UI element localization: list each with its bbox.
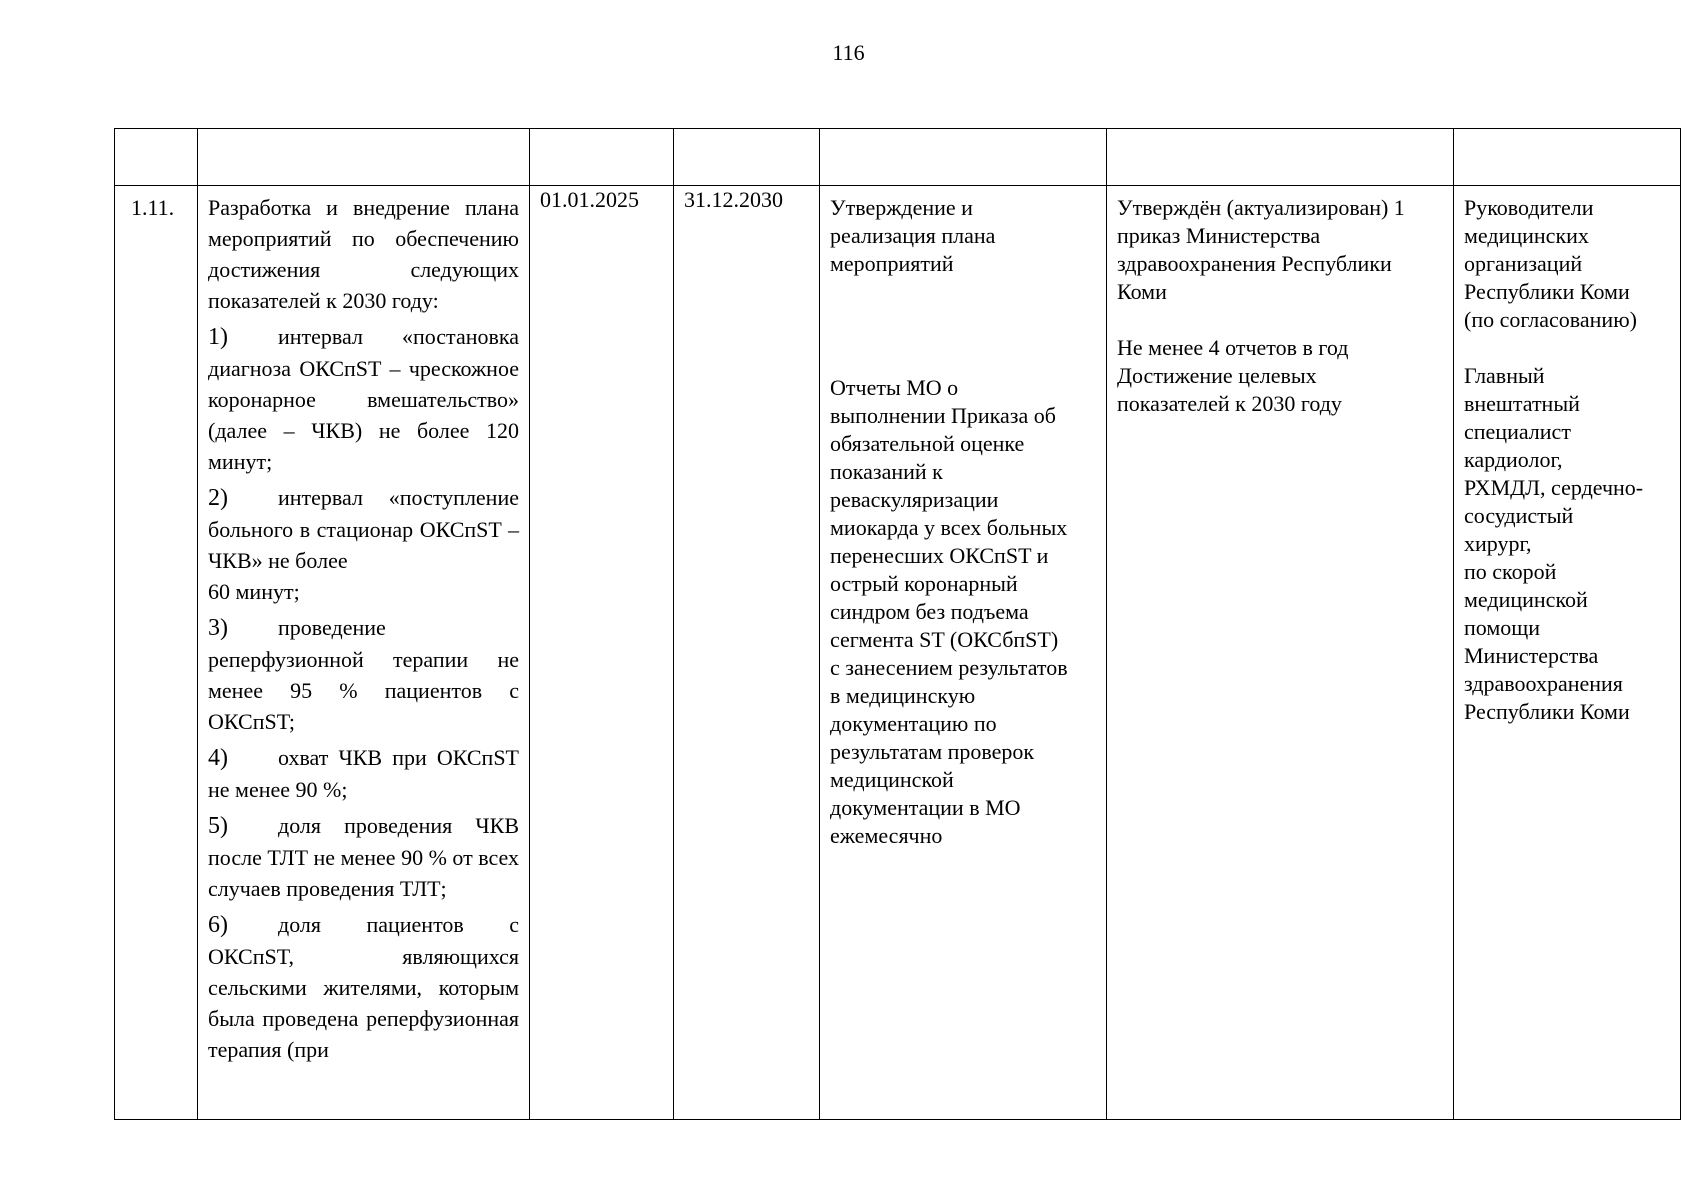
spacer [830, 278, 1096, 374]
spacer [1464, 334, 1670, 362]
item-text: проведение реперфузионной терапии не менее 95 % пациентов с ОКСпST; [208, 615, 519, 734]
measure-item [208, 321, 519, 477]
row-number: 1.11. [131, 195, 175, 220]
measure-item [208, 810, 519, 904]
item-text: доля пациентов с ОКСпST, являющихся сельскими жителями, которым была проведена реперфузионная терапия (при [208, 912, 519, 1062]
measure-item [208, 742, 519, 805]
result-part-1: Утверждение и реализация плана мероприятий [830, 195, 996, 276]
responsible-part-1: Руководители медицинских организаций Республики Коми (по согласованию) [1464, 195, 1637, 332]
blank-cell [674, 129, 820, 186]
start-date-cell [530, 186, 674, 1120]
item-number: 5) [208, 813, 228, 839]
blank-cell [1107, 129, 1454, 186]
row-number-cell [115, 186, 198, 1120]
item-number: 2) [208, 485, 228, 511]
header-continuation-row [115, 129, 1681, 186]
item-number: 4) [208, 745, 228, 771]
end-date: 31.12.2030 [684, 187, 783, 212]
blank-cell [820, 129, 1107, 186]
indicator-cell [1107, 186, 1454, 1120]
item-text: интервал «поступление больного в стационар ОКСпST – ЧКВ» не более [208, 485, 519, 573]
responsible-text [1454, 186, 1680, 726]
spacer [1117, 306, 1443, 334]
page-number: 116 [832, 40, 865, 65]
measure-item [208, 909, 519, 1065]
item-text: доля проведения ЧКВ после ТЛТ не менее 90 % от всех случаев проведения ТЛТ; [208, 813, 519, 901]
measure-item [208, 612, 519, 737]
result-cell [820, 186, 1107, 1120]
item-number: 6) [208, 912, 228, 938]
result-part-2: Отчеты МО о выполнении Приказа об обязательной оценке показаний к реваскуляризации миокарда у всех больных перенесших ОКСпST и острый коронарный синдром без подъема сегмента ST (ОКСбпST) с занесением результатов в медицинскую документацию по результатам проверок медицинской документации в МО ежемесячно [830, 375, 1068, 848]
item-text-tail: 60 минут; [208, 579, 300, 604]
table-row [115, 186, 1681, 1120]
end-date-cell [674, 186, 820, 1120]
item-number: 1) [208, 324, 228, 350]
indicator-part-2: Не менее 4 отчетов в год Достижение целевых показателей к 2030 году [1117, 335, 1349, 416]
start-date: 01.01.2025 [540, 187, 639, 212]
indicator-text [1107, 186, 1453, 418]
measure-cell [198, 186, 530, 1120]
blank-cell [530, 129, 674, 186]
measure-item [208, 482, 519, 607]
blank-cell [1454, 129, 1681, 186]
responsible-cell [1454, 186, 1681, 1120]
measure-text [198, 186, 529, 1065]
indicator-part-1: Утверждён (актуализирован) 1 приказ Министерства здравоохранения Республики Коми [1117, 195, 1405, 304]
plan-table [114, 128, 1681, 1120]
measure-intro: Разработка и внедрение плана мероприятий по обеспечению достижения следующих показателей к 2030 году: [208, 195, 519, 313]
blank-cell [115, 129, 198, 186]
blank-cell [198, 129, 530, 186]
result-text [820, 186, 1106, 850]
item-text: интервал «постановка диагноза ОКСпST – чрескожное коронарное вмешательство» (далее – ЧКВ) не более 120 минут; [208, 324, 519, 474]
responsible-part-2: Главный внештатный специалист кардиолог, РХМДЛ, сердечно- сосудистый хирург, по скорой медицинской помощи Министерства здравоохранения Республики Коми [1464, 363, 1644, 724]
item-number: 3) [208, 615, 228, 641]
item-text: охват ЧКВ при ОКСпST не менее 90 %; [208, 745, 519, 802]
